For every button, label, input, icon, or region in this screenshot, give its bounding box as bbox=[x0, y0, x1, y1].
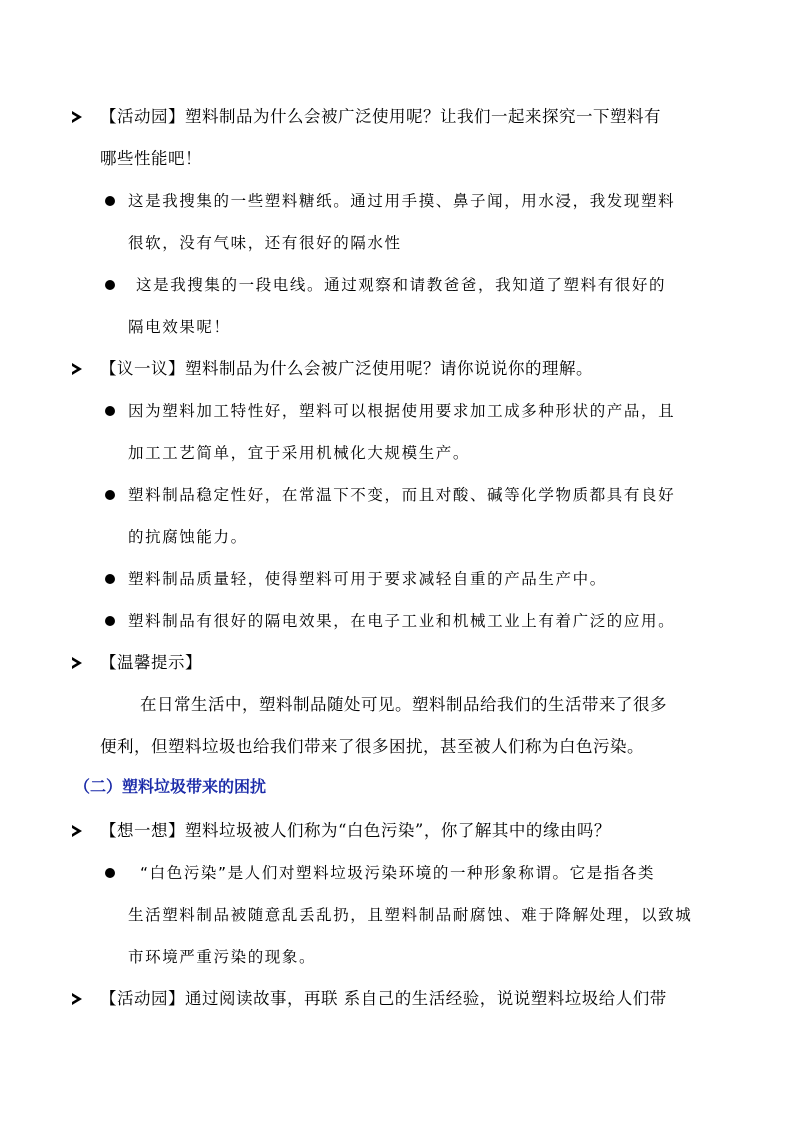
reason2-line2: 的抗腐蚀能力。 bbox=[128, 528, 248, 546]
tip-paragraph-line1: 在日常生活中，塑料制品随处可见。塑料制品给我们的生活带来了很多 bbox=[140, 695, 667, 714]
arrow-bullet-icon bbox=[72, 111, 82, 123]
bullet-dot-icon bbox=[105, 280, 115, 290]
bullet-dot-icon bbox=[105, 196, 115, 206]
bullet-dot-icon bbox=[105, 406, 115, 416]
activity-story-line1: 【活动园】通过阅读故事，再联 系自己的生活经验，说说塑料垃圾给人们带 bbox=[100, 989, 667, 1008]
reason3: 塑料制品质量轻，使得塑料可用于要求减轻自重的产品生产中。 bbox=[128, 570, 607, 588]
activity-question-line1: 【活动园】塑料制品为什么会被广泛使用呢？让我们一起来探究一下塑料有 bbox=[100, 107, 661, 126]
white-pollution-line1: “白色污染”是人们对塑料垃圾污染环境的一种形象称谓。它是指各类 bbox=[140, 864, 656, 882]
wire-line2: 隔电效果呢！ bbox=[128, 318, 231, 336]
tip-paragraph-line2: 便利，但塑料垃圾也给我们带来了很多困扰，甚至被人们称为白色污染。 bbox=[100, 737, 644, 756]
bullet-dot-icon bbox=[105, 616, 115, 626]
white-pollution-line3: 市环境严重污染的现象。 bbox=[128, 948, 317, 966]
section-heading: （二）塑料垃圾带来的困扰 bbox=[74, 777, 267, 796]
arrow-bullet-icon bbox=[72, 825, 82, 837]
candy-wrapper-line1: 这是我搜集的一些塑料糖纸。通过用手摸、鼻子闻，用水浸，我发现塑料 bbox=[128, 192, 676, 210]
wire-line1: 这是我搜集的一段电线。通过观察和请教爸爸，我知道了塑料有很好的 bbox=[136, 276, 667, 294]
reason1-line1: 因为塑料加工特性好，塑料可以根据使用要求加工成多种形状的产品，且 bbox=[128, 402, 676, 420]
arrow-bullet-icon bbox=[72, 657, 82, 669]
discussion-question: 【议一议】塑料制品为什么会被广泛使用呢？请你说说你的理解。 bbox=[100, 359, 593, 378]
tip-title: 【温馨提示】 bbox=[100, 653, 202, 672]
arrow-bullet-icon bbox=[72, 993, 82, 1005]
reason2-line1: 塑料制品稳定性好，在常温下不变，而且对酸、碱等化学物质都具有良好 bbox=[128, 486, 676, 504]
bullet-dot-icon bbox=[105, 490, 115, 500]
bullet-dot-icon bbox=[105, 868, 115, 878]
reason1-line2: 加工工艺简单，宜于采用机械化大规模生产。 bbox=[128, 444, 471, 462]
think-question: 【想一想】塑料垃圾被人们称为“白色污染”，你了解其中的缘由吗？ bbox=[100, 821, 611, 840]
white-pollution-line2: 生活塑料制品被随意乱丢乱扔，且塑料制品耐腐蚀、难于降解处理，以致城 bbox=[128, 906, 693, 924]
arrow-bullet-icon bbox=[72, 363, 82, 375]
activity-question-line2: 哪些性能吧！ bbox=[100, 149, 202, 168]
bullet-dot-icon bbox=[105, 574, 115, 584]
reason4: 塑料制品有很好的隔电效果，在电子工业和机械工业上有着广泛的应用。 bbox=[128, 612, 676, 630]
candy-wrapper-line2: 很软，没有气味，还有很好的隔水性 bbox=[128, 234, 402, 252]
